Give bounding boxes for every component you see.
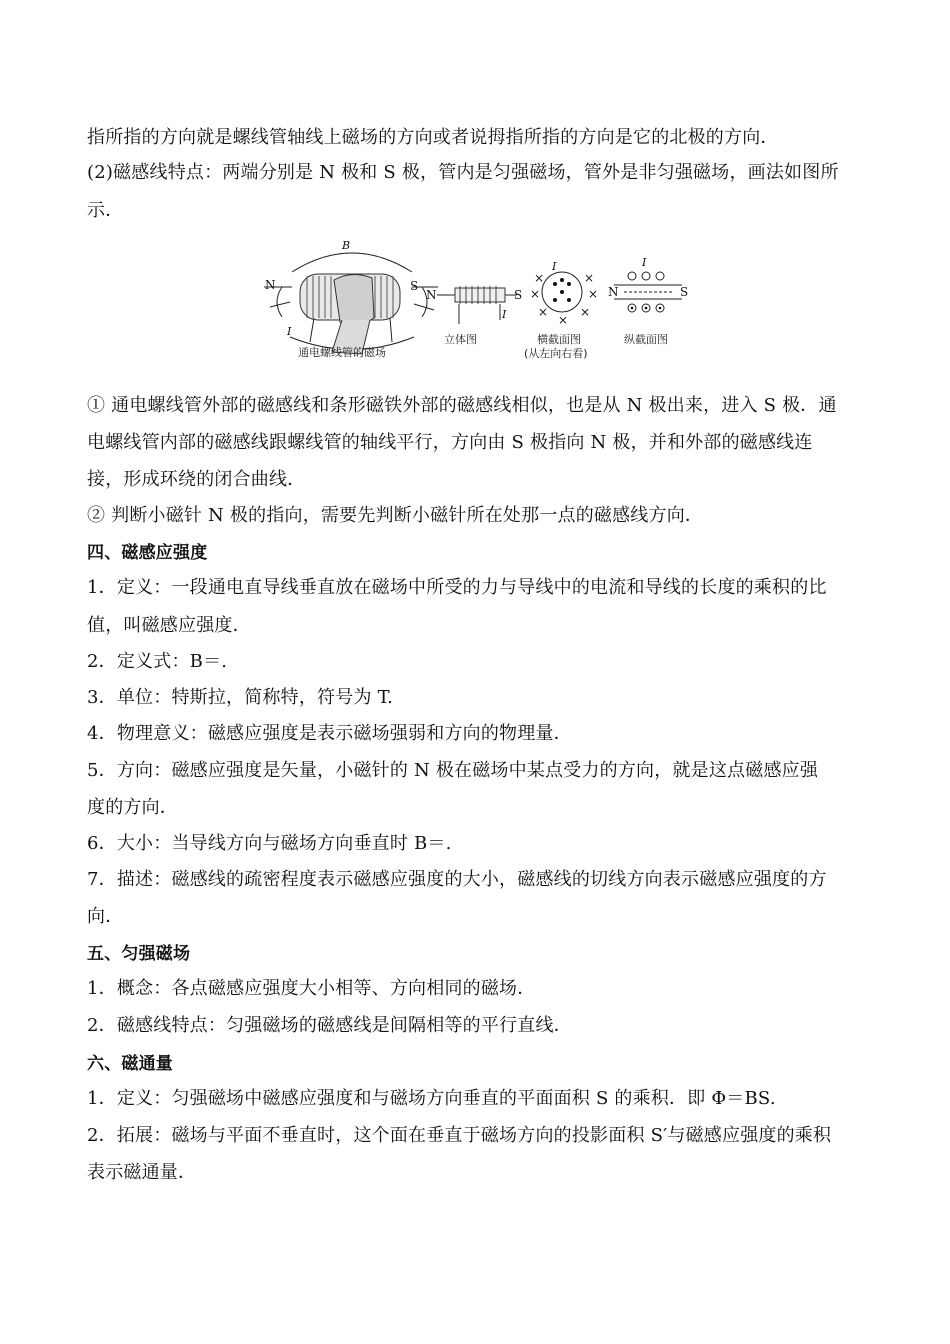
north-pole-label: N [265,278,276,292]
paragraph-line: 3．单位：特斯拉，简称特，符号为 T. [87,687,394,708]
solenoid-hand-illustration [264,239,438,359]
svg-text:×: × [530,287,541,301]
current-label: I [642,256,647,269]
paragraph-line: 指所指的方向就是螺线管轴线上磁场的方向或者说拇指所指的方向是它的北极的方向． [87,127,779,148]
paragraph-line: 1．定义：匀强磁场中磁感应强度和与磁场方向垂直的平面面积 S 的乘积．即 Φ＝BS. [87,1088,776,1109]
solenoid-diagram [262,232,702,367]
paragraph-line: ② 判断小磁针 N 极的指向，需要先判断小磁针所在处那一点的磁感线方向． [87,505,704,526]
svg-text:×: × [588,287,599,301]
paragraph-line: ① 通电螺线管外部的磁感线和条形磁铁外部的磁感线相似，也是从 N 极出来，进入 S 极．通 [87,395,837,416]
paragraph-line: 接，形成环绕的闭合曲线． [87,469,306,490]
paragraph-line: 1．定义：一段通电直导线垂直放在磁场中所受的力与导线中的电流和导线的长度的乘积的比 [87,577,827,598]
svg-text:×: × [534,271,545,285]
paragraph-line: 电螺线管内部的磁感线跟螺线管的轴线平行，方向由 S 极指向 N 极，并和外部的磁感线连 [87,432,813,453]
paragraph-line: 向． [87,906,124,927]
paragraph-line: 4．物理意义：磁感应强度是表示磁场强弱和方向的物理量． [87,723,572,744]
caption-3d: 立体图 [444,333,477,346]
south-pole-label: S [514,288,523,302]
paragraph-line: 2．拓展：磁场与平面不垂直时，这个面在垂直于磁场方向的投影面积 S′与磁感应强度的乘积 [87,1125,832,1146]
paragraph-line: 表示磁通量． [87,1162,197,1183]
paragraph-line: 2．磁感线特点：匀强磁场的磁感线是间隔相等的平行直线． [87,1015,572,1036]
caption-cross: 横截面图 [537,333,581,346]
south-pole-label: S [410,279,419,293]
paragraph-line: 6．大小：当导线方向与磁场方向垂直时 B＝. [87,833,452,854]
svg-text:×: × [580,305,591,319]
solenoid-3d-view [426,286,522,346]
current-label: I [502,308,507,321]
paragraph-line: 1．概念：各点磁感应强度大小相等、方向相同的磁场． [87,978,536,999]
current-label: I [552,260,557,273]
north-pole-label: N [608,285,619,299]
solenoid-figure [262,232,702,367]
north-pole-label: N [426,288,437,302]
svg-text:×: × [584,271,595,285]
section-heading: 五、匀强磁场 [87,944,191,964]
caption-long: 纵截面图 [624,333,668,346]
paragraph-line: 5．方向：磁感应强度是矢量，小磁针的 N 极在磁场中某点受力的方向，就是这点磁感应强 [87,760,819,781]
current-label: I [287,325,292,338]
longitudinal-section-view [608,256,688,346]
paragraph-line: 示． [87,200,124,221]
paragraph-line: 2．定义式：B＝. [87,651,228,672]
paragraph-line: (2)磁感线特点：两端分别是 N 极和 S 极，管内是匀强磁场，管外是非匀强磁场，画法如图所 [87,162,839,183]
paragraph-line: 度的方向． [87,797,178,818]
section-heading: 四、磁感应强度 [87,543,208,563]
svg-text:×: × [558,313,569,327]
south-pole-label: S [680,285,689,299]
paragraph-line: 7．描述：磁感线的疏密程度表示磁感应强度的大小，磁感线的切线方向表示磁感应强度的方 [87,869,827,890]
field-label-b: B [342,239,351,252]
svg-text:×: × [538,305,549,319]
cross-section-view [524,260,598,360]
caption-cross-sub: (从左向右看) [524,347,588,360]
section-heading: 六、磁通量 [87,1054,173,1074]
caption-main: 通电螺线管的磁场 [298,346,386,359]
paragraph-line: 值，叫磁感应强度． [87,615,251,636]
